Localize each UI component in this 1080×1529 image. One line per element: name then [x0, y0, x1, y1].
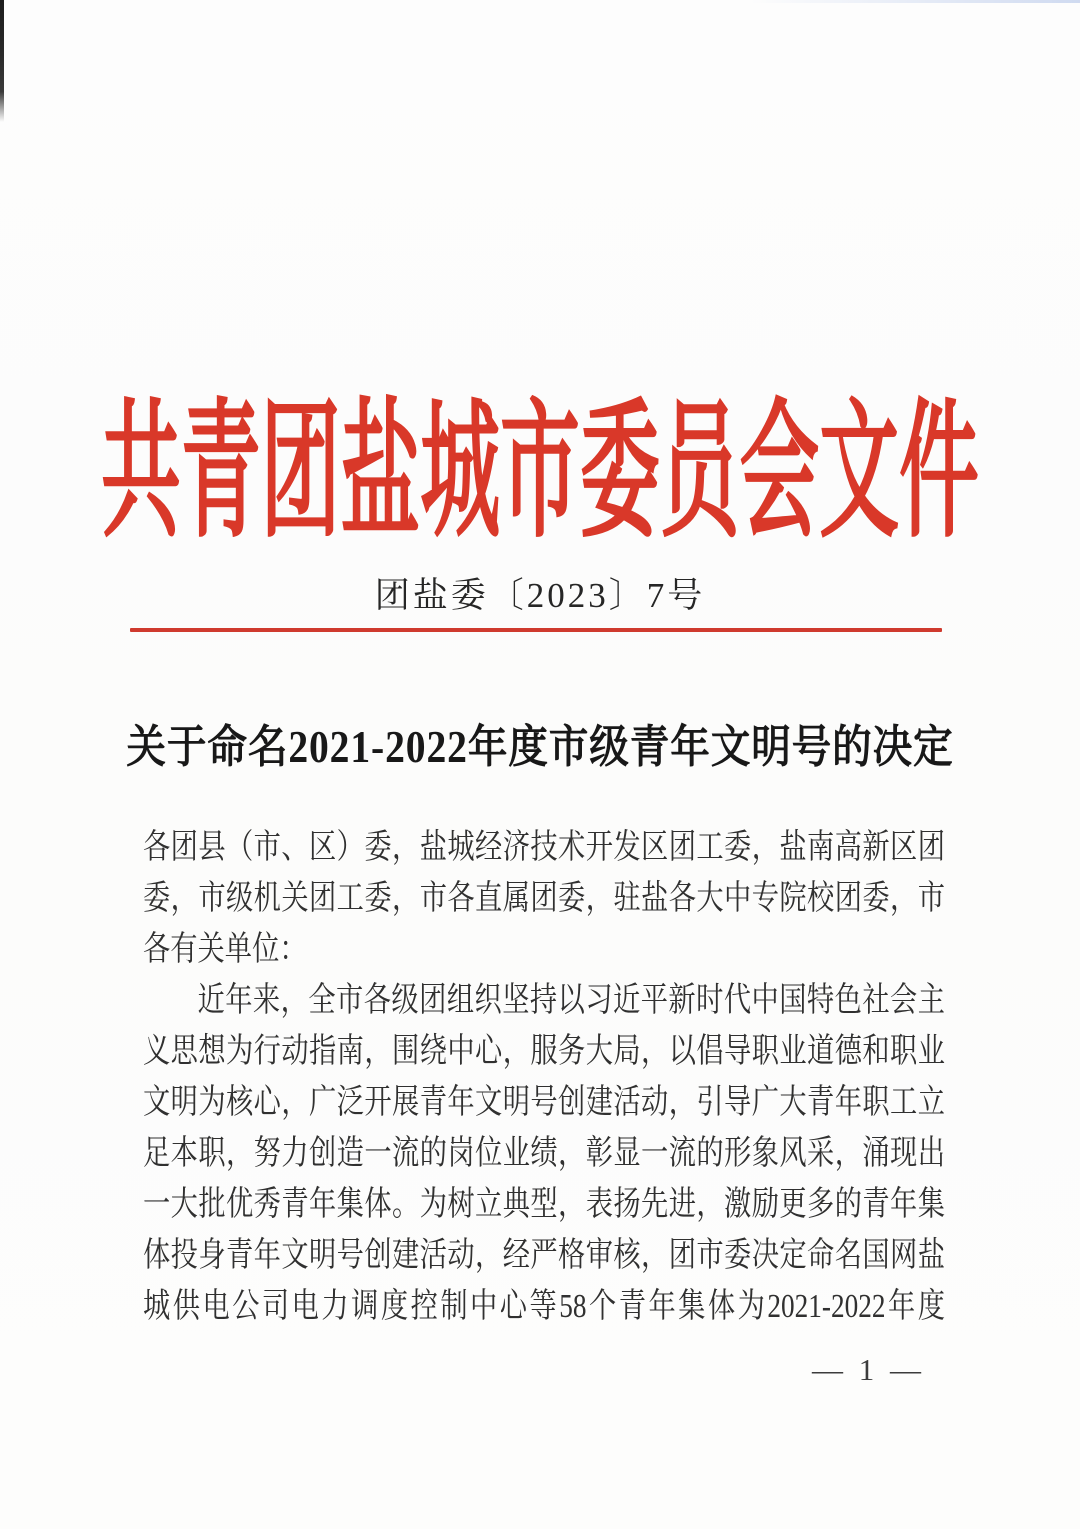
body-line: 足本职，努力创造一流的岗位业绩，彰显一流的形象风采，涌现出: [143, 1135, 945, 1172]
body-line: 近年来，全市各级团组织坚持以习近平新时代中国特色社会主: [197, 982, 945, 1019]
document-title: 关于命名2021-2022年度市级青年文明号的决定: [126, 722, 954, 772]
document-body: [143, 822, 945, 1332]
salutation-line: 委，市级机关团工委，市各直属团委，驻盐各大中专院校团委，市: [143, 880, 945, 917]
document-number: 团盐委〔2023〕7号: [374, 576, 706, 615]
page-number: — 1 —: [812, 1352, 925, 1387]
salutation-line: 各团县（市、区）委，盐城经济技术开发区团工委，盐南高新区团: [143, 829, 945, 866]
body-line: 体投身青年文明号创建活动，经严格审核，团市委决定命名国网盐: [143, 1237, 945, 1274]
body-line: 城供电公司电力调度控制中心等58个青年集体为2021-2022年度: [143, 1288, 945, 1325]
salutation-line: 各有关单位：: [143, 931, 307, 968]
scan-edge-artifact: [0, 0, 4, 122]
body-line: 义思想为行动指南，围绕中心，服务大局，以倡导职业道德和职业: [143, 1033, 945, 1070]
red-divider-line: [130, 628, 942, 632]
scan-top-artifact: [750, 0, 1080, 3]
body-line: 一大批优秀青年集体。为树立典型，表扬先进，激励更多的青年集: [143, 1186, 945, 1223]
red-header-org-title: 共青团盐城市委员会文件: [101, 391, 979, 557]
body-line: 文明为核心，广泛开展青年文明号创建活动，引导广大青年职工立: [143, 1084, 945, 1121]
